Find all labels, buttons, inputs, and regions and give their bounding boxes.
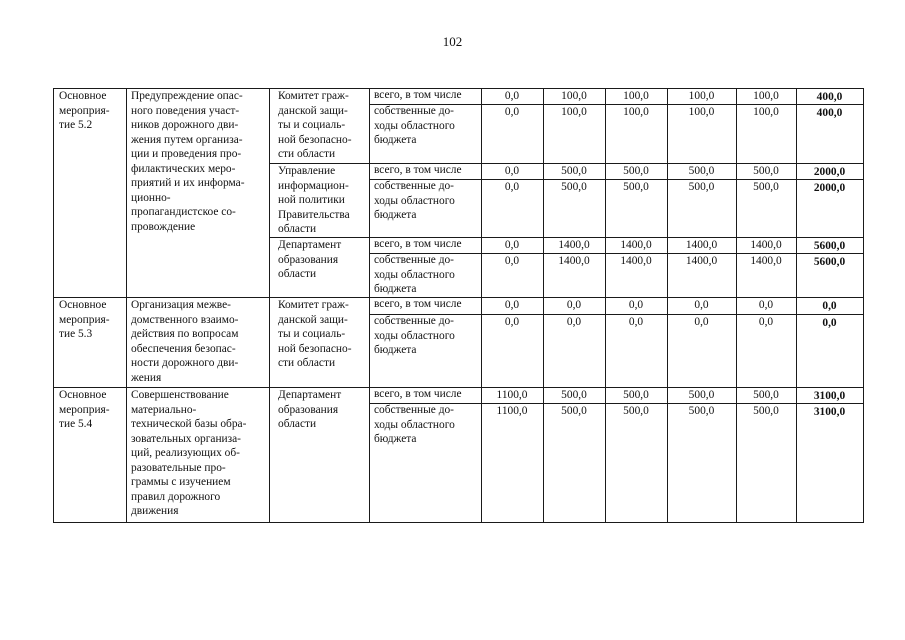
funding-source: всего, в том числе [374,238,462,250]
year-value: 0,0 [504,90,520,102]
column-line [53,88,54,523]
year-value: 0,0 [504,181,520,193]
year-value: 0,0 [504,106,520,118]
year-value: 0,0 [758,316,774,328]
event-description: Предупреждение опас- ного поведения участ- ников дорожного дви- жения путем организа- ции и проведения про- филактических меро- приятий и их информа- ционно- пропагандистское со- провождение [131,90,245,233]
year-value: 1400,0 [620,239,652,251]
year-value: 100,0 [753,90,779,102]
total-value: 400,0 [816,91,843,103]
year-value: 1100,0 [496,389,528,401]
total-value: 5600,0 [813,256,846,268]
year-value: 1400,0 [620,255,652,267]
year-value: 500,0 [753,181,779,193]
funding-source: собственные до- ходы областного бюджета [374,254,455,295]
funding-source: всего, в том числе [374,388,462,400]
year-value: 100,0 [623,106,649,118]
year-value: 0,0 [694,316,709,328]
year-value: 0,0 [504,255,520,267]
total-value: 5600,0 [813,240,846,252]
year-value: 0,0 [566,316,582,328]
event-code: Основное мероприя- тие 5.3 [59,299,110,340]
year-value: 0,0 [504,165,520,177]
year-value: 1400,0 [558,255,590,267]
year-value: 1400,0 [685,239,718,251]
funding-source: всего, в том числе [374,89,462,101]
year-value: 100,0 [688,90,715,102]
event-code: Основное мероприя- тие 5.4 [59,389,110,430]
year-value: 500,0 [688,181,715,193]
year-value: 500,0 [753,389,779,401]
executor-name: Управление информацион- ной политики Правительства области [278,165,350,235]
year-value: 1400,0 [750,255,782,267]
event-code: Основное мероприя- тие 5.2 [59,90,110,131]
total-value: 400,0 [816,107,843,119]
year-value: 0,0 [566,299,582,311]
event-description: Совершенствование материально- технической базы обра- зовательных организа- ций, реализующих об- разовательные про- граммы с изучением правил дорожного движения [131,389,247,517]
total-value: 0,0 [822,300,837,312]
year-value: 500,0 [623,181,649,193]
year-value: 500,0 [561,181,587,193]
total-value: 2000,0 [813,166,846,178]
executor-name: Департамент образования области [278,239,342,280]
year-value: 1400,0 [750,239,782,251]
total-value: 3100,0 [813,406,846,418]
year-value: 100,0 [623,90,649,102]
executor-name: Комитет граж- данской защи- ты и социаль- ной безопасно- сти области [278,90,352,160]
funding-source: всего, в том числе [374,164,462,176]
funding-source: собственные до- ходы областного бюджета [374,180,455,221]
year-value: 0,0 [504,299,520,311]
year-value: 0,0 [504,316,520,328]
year-value: 500,0 [623,165,649,177]
event-description: Организация межве- домственного взаимо- действия по вопросам обеспечения безопас- ности дорожного дви- жения [131,299,239,384]
year-value: 0,0 [758,299,774,311]
year-value: 0,0 [628,316,644,328]
year-value: 500,0 [561,405,587,417]
total-value: 3100,0 [813,390,846,402]
executor-name: Департамент образования области [278,389,342,430]
funding-source: собственные до- ходы областного бюджета [374,105,455,146]
year-value: 500,0 [688,405,715,417]
total-value: 0,0 [822,317,837,329]
column-line [863,88,864,523]
year-value: 1400,0 [685,255,718,267]
funding-source: собственные до- ходы областного бюджета [374,315,455,356]
year-value: 1400,0 [558,239,590,251]
year-value: 1100,0 [496,405,528,417]
funding-source: собственные до- ходы областного бюджета [374,404,455,445]
year-value: 500,0 [688,165,715,177]
year-value: 500,0 [623,389,649,401]
year-value: 500,0 [688,389,715,401]
year-value: 500,0 [561,389,587,401]
year-value: 500,0 [753,165,779,177]
year-value: 500,0 [753,405,779,417]
year-value: 100,0 [753,106,779,118]
year-value: 100,0 [561,90,587,102]
funding-source: всего, в том числе [374,298,462,310]
year-value: 0,0 [504,239,520,251]
year-value: 500,0 [561,165,587,177]
year-value: 100,0 [561,106,587,118]
year-value: 100,0 [688,106,715,118]
table-border-bottom [53,522,864,523]
page-number: 102 [442,34,463,49]
year-value: 0,0 [694,299,709,311]
year-value: 0,0 [628,299,644,311]
executor-name: Комитет граж- данской защи- ты и социаль- ной безопасно- сти области [278,299,352,369]
total-value: 2000,0 [813,182,846,194]
year-value: 500,0 [623,405,649,417]
